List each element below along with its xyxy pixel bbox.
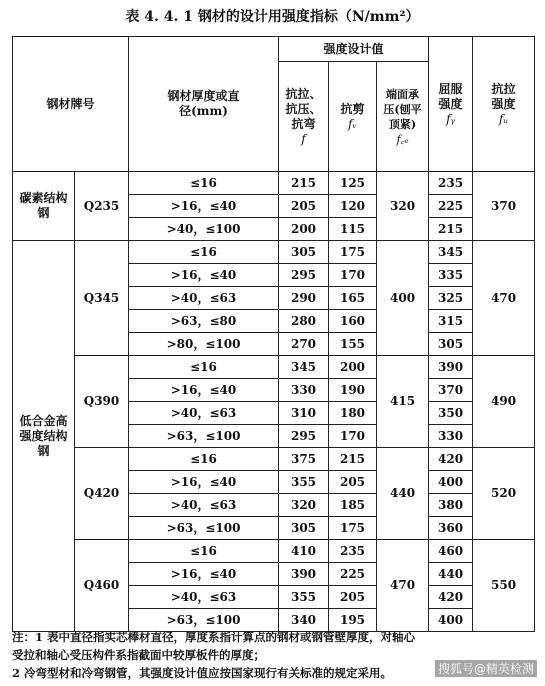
- thickness-range: >16，≤40: [129, 264, 279, 287]
- yield-value: 345: [429, 241, 473, 264]
- tension-value: 390: [279, 563, 329, 586]
- table-row: [13, 448, 535, 471]
- thickness-range: >63，≤80: [129, 310, 279, 333]
- header-bearing-symbol: f꜀ₑ: [396, 132, 409, 146]
- header-ultimate-symbol: fᵤ: [498, 111, 509, 126]
- thickness-range: >63，≤100: [129, 517, 279, 540]
- yield-value: 335: [429, 264, 473, 287]
- yield-value: 325: [429, 287, 473, 310]
- table-row: [13, 356, 535, 379]
- header-grade: 钢材牌号: [13, 37, 129, 172]
- note-line: 受拉和轴心受压构件系指截面中较厚板件的厚度；: [12, 648, 265, 662]
- tension-value: 410: [279, 540, 329, 563]
- header-ultimate-label: 抗拉强度: [491, 81, 516, 111]
- thickness-range: >16，≤40: [129, 195, 279, 218]
- tension-value: 295: [279, 264, 329, 287]
- shear-value: 195: [329, 609, 377, 632]
- steel-grade: Q235: [75, 172, 129, 241]
- shear-value: 215: [329, 448, 377, 471]
- shear-value: 225: [329, 563, 377, 586]
- header-tension-label: 抗拉、抗压、抗弯: [285, 86, 322, 131]
- thickness-range: ≤16: [129, 241, 279, 264]
- tension-value: 355: [279, 471, 329, 494]
- tension-value: 205: [279, 195, 329, 218]
- header-shear-label: 抗剪: [340, 101, 365, 116]
- steel-grade: Q345: [75, 241, 129, 356]
- yield-value: 350: [429, 402, 473, 425]
- header-tension: [279, 62, 329, 172]
- thickness-range: >40，≤63: [129, 494, 279, 517]
- strength-table: [12, 36, 535, 632]
- steel-grade: Q460: [75, 540, 129, 632]
- tension-value: 200: [279, 218, 329, 241]
- ultimate-value: 370: [473, 172, 535, 241]
- thickness-range: >16，≤40: [129, 379, 279, 402]
- ultimate-value: 470: [473, 241, 535, 356]
- yield-value: 315: [429, 310, 473, 333]
- tension-value: 345: [279, 356, 329, 379]
- tension-value: 330: [279, 379, 329, 402]
- thickness-range: >80，≤100: [129, 333, 279, 356]
- bearing-value: 470: [377, 540, 429, 632]
- tension-value: 340: [279, 609, 329, 632]
- shear-value: 175: [329, 241, 377, 264]
- header-tension-symbol: f: [301, 131, 306, 146]
- tension-value: 280: [279, 310, 329, 333]
- header-bearing-label: 端面承压(刨平顶紧): [383, 87, 422, 131]
- tension-value: 215: [279, 172, 329, 195]
- table-body: [13, 37, 535, 632]
- tension-value: 305: [279, 241, 329, 264]
- ultimate-value: 520: [473, 448, 535, 540]
- header-shear: [329, 62, 377, 172]
- thickness-range: ≤16: [129, 540, 279, 563]
- header-yield-symbol: fᵧ: [446, 111, 456, 126]
- table-row: [13, 172, 535, 195]
- thickness-range: >16，≤40: [129, 471, 279, 494]
- shear-value: 185: [329, 494, 377, 517]
- header-bearing: [377, 62, 429, 172]
- thickness-range: >40，≤63: [129, 287, 279, 310]
- shear-value: 120: [329, 195, 377, 218]
- thickness-range: ≤16: [129, 356, 279, 379]
- steel-grade: Q390: [75, 356, 129, 448]
- header-design-values: 强度设计值: [279, 37, 429, 62]
- tension-value: 355: [279, 586, 329, 609]
- yield-value: 440: [429, 563, 473, 586]
- shear-value: 205: [329, 471, 377, 494]
- table-row: [13, 241, 535, 264]
- yield-value: 360: [429, 517, 473, 540]
- bearing-value: 415: [377, 356, 429, 448]
- yield-value: 225: [429, 195, 473, 218]
- thickness-range: >16，≤40: [129, 563, 279, 586]
- table-row: [13, 540, 535, 563]
- header-yield: [429, 37, 473, 172]
- shear-value: 205: [329, 586, 377, 609]
- shear-value: 170: [329, 425, 377, 448]
- shear-value: 155: [329, 333, 377, 356]
- yield-value: 215: [429, 218, 473, 241]
- tension-value: 290: [279, 287, 329, 310]
- bearing-value: 440: [377, 448, 429, 540]
- thickness-range: >40，≤63: [129, 586, 279, 609]
- ultimate-value: 550: [473, 540, 535, 632]
- header-ultimate: [473, 37, 535, 172]
- tension-value: 305: [279, 517, 329, 540]
- header-thickness-label: 钢材厚度或直径(mm): [167, 89, 240, 118]
- yield-value: 380: [429, 494, 473, 517]
- thickness-range: >40，≤100: [129, 218, 279, 241]
- table-title: 表 4. 4. 1 钢材的设计用强度指标（N/mm²）: [125, 9, 420, 25]
- shear-value: 160: [329, 310, 377, 333]
- shear-value: 125: [329, 172, 377, 195]
- bearing-value: 320: [377, 172, 429, 241]
- shear-value: 190: [329, 379, 377, 402]
- shear-value: 170: [329, 264, 377, 287]
- yield-value: 330: [429, 425, 473, 448]
- yield-value: 400: [429, 471, 473, 494]
- watermark: 搜狐号@精英检测: [435, 660, 537, 677]
- yield-value: 420: [429, 586, 473, 609]
- yield-value: 390: [429, 356, 473, 379]
- tension-value: 310: [279, 402, 329, 425]
- steel-category: 碳素结构钢: [13, 172, 75, 241]
- thickness-range: >63，≤100: [129, 609, 279, 632]
- shear-value: 115: [329, 218, 377, 241]
- bearing-value: 400: [377, 241, 429, 356]
- shear-value: 235: [329, 540, 377, 563]
- note-line: 2 冷弯型材和冷弯钢管，其强度设计值应按国家现行有关标准的规定采用。: [12, 666, 393, 680]
- thickness-range: >40，≤63: [129, 402, 279, 425]
- header-shear-symbol: fᵥ: [348, 116, 357, 131]
- steel-grade: Q420: [75, 448, 129, 540]
- yield-value: 235: [429, 172, 473, 195]
- shear-value: 200: [329, 356, 377, 379]
- steel-category: 低合金高强度结构钢: [13, 241, 75, 632]
- tension-value: 375: [279, 448, 329, 471]
- shear-value: 175: [329, 517, 377, 540]
- yield-value: 420: [429, 448, 473, 471]
- shear-value: 180: [329, 402, 377, 425]
- note-line: 注：1 表中直径指实芯棒材直径，厚度系指计算点的钢材或钢管壁厚度，对轴心: [12, 630, 416, 644]
- yield-value: 460: [429, 540, 473, 563]
- tension-value: 320: [279, 494, 329, 517]
- thickness-range: ≤16: [129, 448, 279, 471]
- header-thickness: [129, 37, 279, 172]
- thickness-range: ≤16: [129, 172, 279, 195]
- yield-value: 370: [429, 379, 473, 402]
- yield-value: 400: [429, 609, 473, 632]
- tension-value: 295: [279, 425, 329, 448]
- ultimate-value: 490: [473, 356, 535, 448]
- thickness-range: >63，≤100: [129, 425, 279, 448]
- header-yield-label: 屈服强度: [438, 81, 463, 111]
- tension-value: 270: [279, 333, 329, 356]
- shear-value: 165: [329, 287, 377, 310]
- yield-value: 305: [429, 333, 473, 356]
